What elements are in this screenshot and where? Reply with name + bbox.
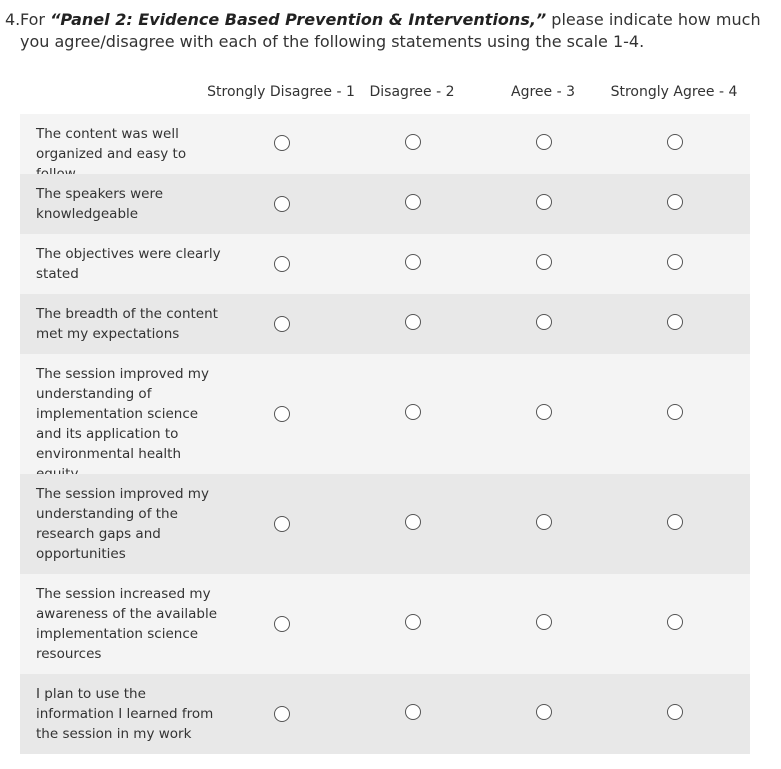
scale-label-2: Disagree - 2	[369, 84, 455, 100]
statement-label: The content was well organized and easy to	[36, 126, 187, 162]
radio-strongly-disagree[interactable]	[274, 256, 290, 272]
scale-label-4: Strongly Agree - 4	[610, 84, 738, 100]
radio-strongly-agree[interactable]	[667, 254, 683, 270]
radio-agree[interactable]	[536, 704, 552, 720]
radio-strongly-agree[interactable]	[667, 194, 683, 210]
statement-label: The speakers were knowledgeable	[36, 186, 164, 222]
question-text	[5, 9, 765, 53]
radio-disagree[interactable]	[405, 514, 421, 530]
likert-row	[20, 354, 750, 474]
radio-strongly-disagree[interactable]	[274, 196, 290, 212]
radio-disagree[interactable]	[405, 254, 421, 270]
panel-name: “Panel 2: Evidence Based Prevention & Interventions,”	[50, 10, 547, 29]
radio-agree[interactable]	[536, 134, 552, 150]
likert-row	[20, 174, 750, 234]
radio-agree[interactable]	[536, 194, 552, 210]
likert-row	[20, 574, 750, 674]
radio-disagree[interactable]	[405, 404, 421, 420]
scale-label-3: Agree - 3	[511, 84, 575, 100]
radio-strongly-disagree[interactable]	[274, 316, 290, 332]
radio-disagree[interactable]	[405, 614, 421, 630]
radio-agree[interactable]	[536, 514, 552, 530]
radio-strongly-agree[interactable]	[667, 404, 683, 420]
statement-label: The session increased my awareness of the available implementation science resources	[36, 586, 218, 662]
radio-strongly-disagree[interactable]	[274, 135, 290, 151]
likert-row	[20, 294, 750, 354]
question-suffix: please indicate how much you agree/disagree with each of the following statements using the scale 1-4.	[20, 10, 761, 51]
radio-disagree[interactable]	[405, 194, 421, 210]
statement-label: The session improved my understanding of implementation science and its application to environmental health	[36, 366, 209, 462]
scale-header	[20, 84, 750, 106]
radio-strongly-disagree[interactable]	[274, 406, 290, 422]
statement-label: The session improved my understanding of the research gaps and opportunities	[36, 486, 209, 562]
likert-row	[20, 474, 750, 574]
radio-agree[interactable]	[536, 314, 552, 330]
likert-grid	[20, 114, 750, 754]
likert-row	[20, 114, 750, 174]
radio-strongly-disagree[interactable]	[274, 616, 290, 632]
radio-disagree[interactable]	[405, 314, 421, 330]
likert-row	[20, 234, 750, 294]
radio-strongly-agree[interactable]	[667, 704, 683, 720]
question-number: 4.	[5, 10, 21, 29]
radio-strongly-agree[interactable]	[667, 514, 683, 530]
radio-strongly-agree[interactable]	[667, 134, 683, 150]
radio-disagree[interactable]	[405, 704, 421, 720]
statement-label: The breadth of the content met my expectations	[36, 306, 218, 342]
radio-agree[interactable]	[536, 254, 552, 270]
statement-label: I plan to use the information I learned from the session in my work	[36, 686, 214, 742]
radio-strongly-agree[interactable]	[667, 314, 683, 330]
radio-agree[interactable]	[536, 404, 552, 420]
statement-label: The objectives were clearly stated	[36, 246, 221, 282]
radio-strongly-disagree[interactable]	[274, 516, 290, 532]
scale-label-1: Strongly Disagree - 1	[207, 84, 355, 100]
radio-strongly-disagree[interactable]	[274, 706, 290, 722]
question-prefix: For	[20, 10, 51, 29]
radio-agree[interactable]	[536, 614, 552, 630]
radio-disagree[interactable]	[405, 134, 421, 150]
radio-strongly-agree[interactable]	[667, 614, 683, 630]
likert-row	[20, 674, 750, 754]
